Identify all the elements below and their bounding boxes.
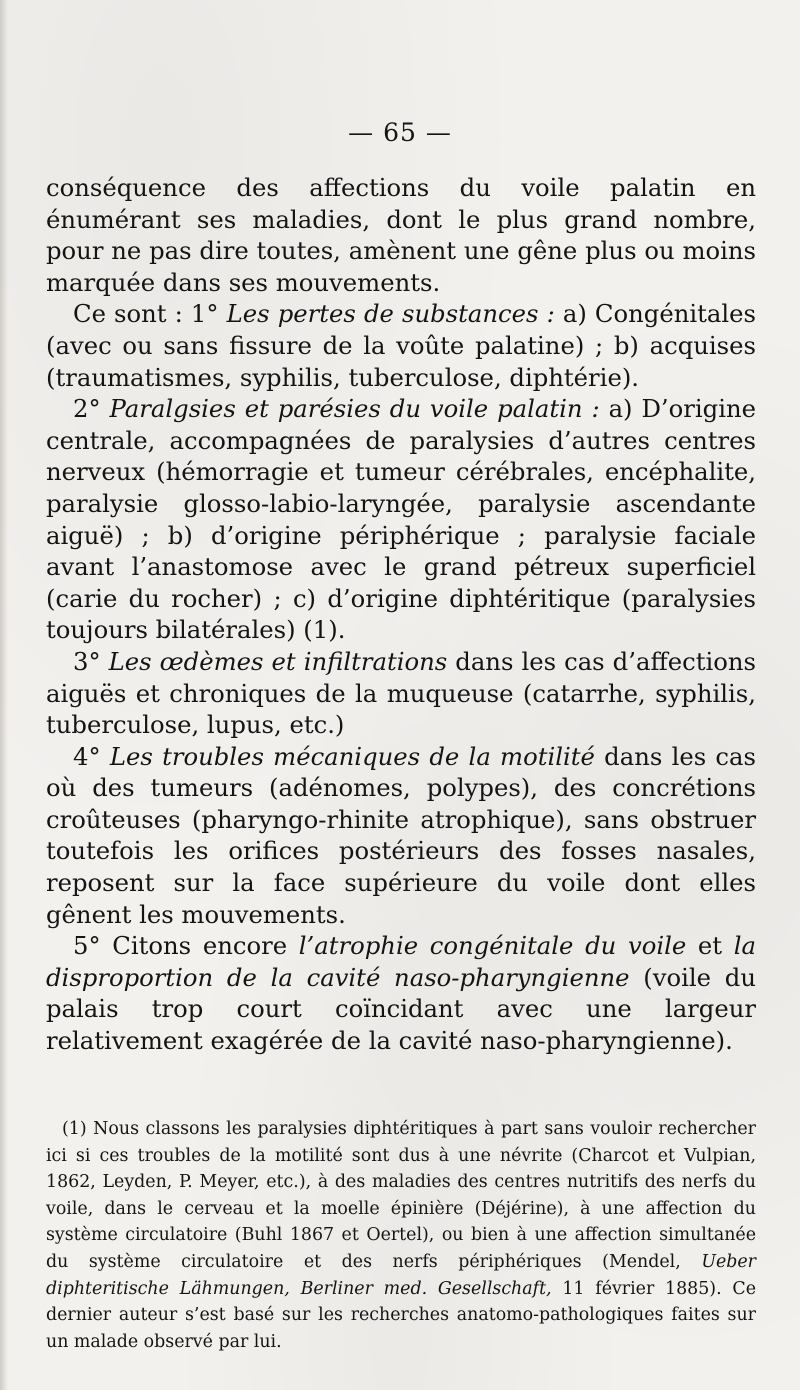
footnote	[46, 1116, 756, 1355]
item-1-heading: Les pertes de substances :	[226, 299, 555, 329]
item-3-heading: Les œdèmes et infiltrations	[108, 646, 448, 676]
paragraph-item-1	[46, 298, 756, 393]
item-4-heading: Les troubles mécaniques de la motilité	[109, 741, 595, 771]
footnote-text-2: 11 février 1885). Ce dernier auteur s’est basé sur les recherches anatomo-pathologiques faites sur un malade observé par lui.	[46, 1278, 756, 1352]
item-2-text: a) D’origine centrale, accompagnées de paralysies d’autres centres nerveux (hémorragie et tumeur cérébrales, encéphalite, paralysie glosso-labio-laryngée, paralysie ascendante aiguë) ; b) d’origine périphérique ; paralysie faciale avant l’anastomose avec le grand pétreux superficiel (carie du rocher) ; c) d’origine diphtéritique (paralysies toujours bilatérales) (1).	[46, 394, 757, 645]
footnote-text-1: (1) Nous classons les paralysies diphtéritiques à part sans vouloir rechercher ici si ces troubles de la motilité sont dus à une névrite (Charcot et Vulpian, 1862, Leyden, P. Meyer, etc.), à des maladies des centres nutritifs des nerfs du voile, dans le cerveau et la moelle épinière (Déjérine), à une affection du système circulatoire (Buhl 1867 et Oertel), ou bien à une affection simultanée du système circulatoire et des nerfs périphériques (Mendel,	[46, 1119, 756, 1272]
item-4-text: dans les cas où des tumeurs (adénomes, polypes), des concrétions croûteuses (pharyngo-rhinite atrophique), sans obstruer toutefois les orifices postérieurs des fosses nasales, reposent sur la face supérieure du voile dont elles gênent les mouvements.	[46, 741, 756, 929]
paragraph-item-2	[46, 393, 756, 646]
item-2-heading: Paralgsies et parésies du voile palatin :	[109, 394, 600, 424]
paragraph-intro-text: conséquence des affections du voile palatin en énumérant ses maladies, dont le plus grand nombre, pour ne pas dire toutes, amènent une gêne plus ou moins marquée dans ses mouvements.	[46, 173, 756, 297]
item-5-conjunction: et	[686, 931, 734, 961]
item-5-text: (voile du palais trop court coïncidant avec une largeur relativement exagérée de la cavité naso-pharyngienne).	[46, 962, 756, 1056]
item-3-lead: 3°	[73, 646, 109, 676]
paragraph-intro	[46, 172, 756, 298]
paragraph-item-4	[46, 741, 756, 931]
item-1-lead: Ce sont : 1°	[73, 299, 227, 329]
item-2-lead: 2°	[73, 394, 110, 424]
item-3-text: dans les cas d’affections aiguës et chroniques de la muqueuse (catarrhe, syphilis, tuberculose, lupus, etc.)	[46, 646, 756, 740]
paragraph-item-5	[46, 930, 756, 1056]
page-number: — 65 —	[348, 118, 452, 147]
page-edge-shadow	[0, 0, 8, 1390]
footnote-citation: Ueber diphteritische Lähmungen, Berliner med. Gesellschaft,	[46, 1251, 756, 1299]
paragraph-item-3	[46, 646, 756, 741]
item-1-text: a) Congénitales (avec ou sans fissure de la voûte palatine) ; b) acquises (traumatismes, syphilis, tuberculose, diphtérie).	[46, 299, 756, 392]
item-5-lead: 5° Citons encore	[73, 931, 299, 961]
item-5-heading-2: la disproportion de la cavité naso-pharyngienne	[46, 931, 757, 992]
main-text	[46, 172, 756, 1057]
item-4-lead: 4°	[73, 741, 110, 771]
item-5-heading-1: l’atrophie congénitale du voile	[298, 931, 687, 961]
